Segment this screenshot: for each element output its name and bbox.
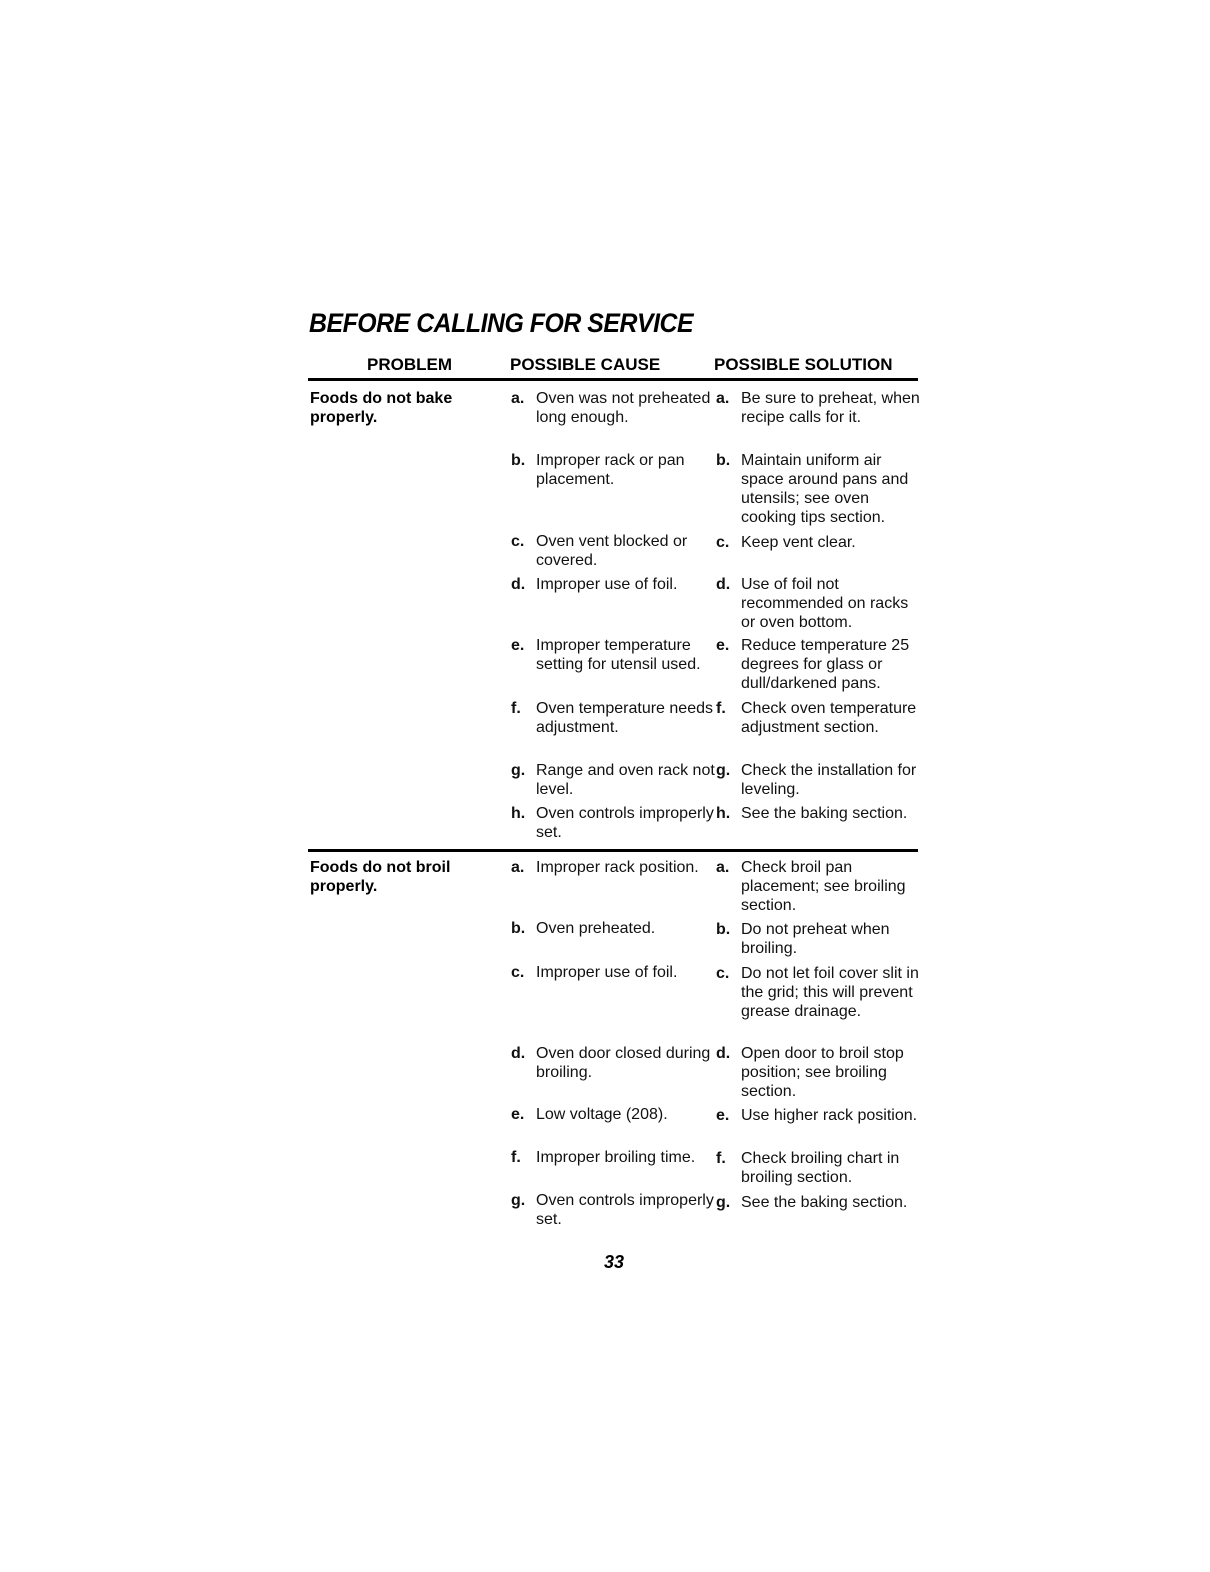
solution-text: Use higher rack position. xyxy=(741,1107,918,1124)
cause-text: Low voltage (208). xyxy=(536,1106,668,1123)
solution-letter: c. xyxy=(716,534,730,551)
solution-letter: b. xyxy=(716,921,731,938)
solution-letter: g. xyxy=(716,762,731,779)
cause-letter: a. xyxy=(511,859,525,876)
cause-text: Oven preheated. xyxy=(536,920,656,937)
cause-text: Oven vent blocked or covered. xyxy=(536,533,688,569)
cause-letter: f. xyxy=(511,700,521,717)
solution-text: Check broil pan placement; see broiling section. xyxy=(741,859,906,914)
solution-text: See the baking section. xyxy=(741,805,908,822)
problem-column-header: PROBLEM xyxy=(367,355,452,374)
cause-text: Oven was not preheated long enough. xyxy=(536,390,711,426)
solution-letter: b. xyxy=(716,452,731,469)
solution-text: Do not preheat when broiling. xyxy=(741,921,890,957)
cause-letter: b. xyxy=(511,920,526,937)
cause-text: Improper rack or pan placement. xyxy=(536,452,685,488)
cause-letter: e. xyxy=(511,637,525,654)
solution-text: Check the installation for leveling. xyxy=(741,762,917,798)
problem-bake: Foods do not bake properly. xyxy=(310,390,453,426)
solution-letter: h. xyxy=(716,805,731,822)
cause-text: Range and oven rack not level. xyxy=(536,762,715,798)
cause-text: Oven temperature needs adjustment. xyxy=(536,700,713,736)
solution-column-header: POSSIBLE SOLUTION xyxy=(714,355,893,374)
cause-text: Oven controls improperly set. xyxy=(536,1192,714,1228)
section-rule xyxy=(308,849,918,852)
solution-text: Keep vent clear. xyxy=(741,534,856,551)
cause-text: Improper rack position. xyxy=(536,859,699,876)
cause-letter: g. xyxy=(511,1192,526,1209)
cause-letter: e. xyxy=(511,1106,525,1123)
solution-text: Use of foil not recommended on racks or oven bottom. xyxy=(741,576,909,631)
solution-letter: a. xyxy=(716,859,730,876)
solution-text: Check oven temperature adjustment section. xyxy=(741,700,917,736)
solution-letter: c. xyxy=(716,965,730,982)
solution-letter: f. xyxy=(716,700,726,717)
cause-text: Improper temperature setting for utensil used. xyxy=(536,637,701,673)
solution-text: Check broiling chart in broiling section. xyxy=(741,1150,900,1186)
solution-text: Be sure to preheat, when recipe calls for it. xyxy=(741,390,920,426)
cause-letter: c. xyxy=(511,533,525,550)
solution-letter: f. xyxy=(716,1150,726,1167)
cause-column-header: POSSIBLE CAUSE xyxy=(510,355,661,374)
cause-letter: h. xyxy=(511,805,526,822)
cause-text: Improper broiling time. xyxy=(536,1149,696,1166)
solution-text: Do not let foil cover slit in the grid; this will prevent grease drainage. xyxy=(741,965,919,1020)
cause-text: Oven door closed during broiling. xyxy=(536,1045,711,1081)
solution-letter: a. xyxy=(716,390,730,407)
cause-text: Improper use of foil. xyxy=(536,964,678,981)
cause-letter: g. xyxy=(511,762,526,779)
page-number: 33 xyxy=(604,1252,625,1272)
cause-letter: c. xyxy=(511,964,525,981)
cause-letter: f. xyxy=(511,1149,521,1166)
cause-text: Improper use of foil. xyxy=(536,576,678,593)
solution-letter: e. xyxy=(716,1107,730,1124)
cause-letter: b. xyxy=(511,452,526,469)
solution-text: Maintain uniform air space around pans and utensils; see oven cooking tips section. xyxy=(741,452,909,526)
solution-text: Open door to broil stop position; see broiling section. xyxy=(741,1045,904,1100)
solution-letter: d. xyxy=(716,576,731,593)
solution-text: Reduce temperature 25 degrees for glass or dull/darkened pans. xyxy=(741,637,910,692)
header-rule xyxy=(308,378,918,381)
page-title: BEFORE CALLING FOR SERVICE xyxy=(309,308,694,338)
cause-letter: a. xyxy=(511,390,525,407)
solution-text: See the baking section. xyxy=(741,1194,908,1211)
solution-letter: g. xyxy=(716,1194,731,1211)
problem-broil: Foods do not broil properly. xyxy=(310,859,451,895)
cause-text: Oven controls improperly set. xyxy=(536,805,714,841)
solution-letter: d. xyxy=(716,1045,731,1062)
cause-letter: d. xyxy=(511,1045,526,1062)
solution-letter: e. xyxy=(716,637,730,654)
cause-letter: d. xyxy=(511,576,526,593)
